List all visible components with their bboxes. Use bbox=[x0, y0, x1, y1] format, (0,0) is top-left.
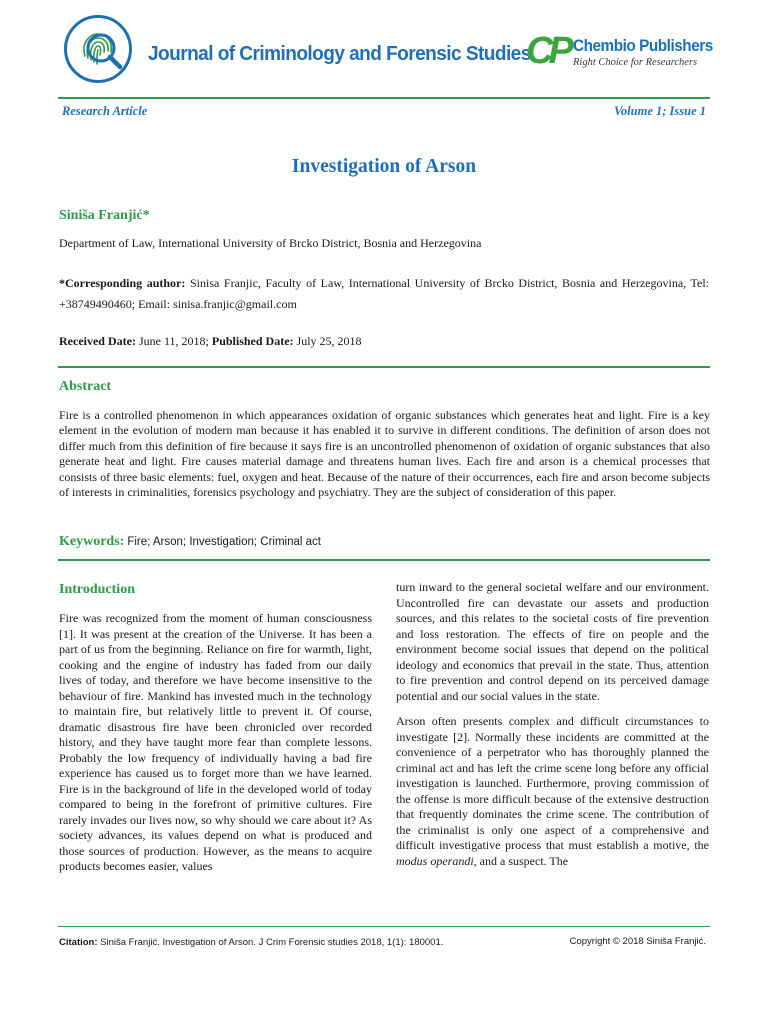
header-divider bbox=[58, 97, 710, 99]
copyright: Copyright © 2018 Siniša Franjić. bbox=[569, 936, 706, 947]
journal-title: Journal of Criminology and Forensic Studies bbox=[148, 42, 531, 65]
corresponding-label: *Corresponding author: bbox=[59, 276, 186, 290]
page-header bbox=[0, 0, 768, 98]
received-date: June 11, 2018; bbox=[138, 334, 209, 348]
abstract-heading: Abstract bbox=[59, 379, 112, 394]
citation bbox=[59, 936, 449, 949]
publisher-mark: CP bbox=[526, 30, 569, 72]
intro-paragraph-3-italic: modus operandi, bbox=[396, 853, 477, 868]
footer-divider bbox=[58, 926, 710, 927]
intro-paragraph-2: turn inward to the general societal welfare and our environment. Uncontrolled fire can devastate our assets and production sources, and this relates to the societal costs of fire prevention and loss restoration. The effects of fire on people and the environment become social issues that depend on the political ideology and economics that prevail in the state. Thus, attention to fire prevention and control depend on its perceived damage potential and our social values in the state. bbox=[396, 580, 709, 703]
published-date: July 25, 2018 bbox=[296, 334, 362, 348]
left-column bbox=[59, 611, 372, 885]
keywords-text: Fire; Arson; Investigation; Criminal act bbox=[127, 536, 321, 548]
fingerprint-magnifier-icon bbox=[64, 15, 132, 83]
right-column bbox=[396, 580, 709, 879]
introduction-heading: Introduction bbox=[59, 582, 135, 597]
intro-paragraph-3-text: Arson often presents complex and difficult circumstances to investigate [2]. Normally these incidents are committed at the convenience of a perpetrator who has thoroughly planned the criminal act and has left the crime scene long before any official investigation is launched. Furthermore, proving commission of the offense is more difficult because of the extensive destruction that frequently dominates the crime scene. The contribution of the criminalist is only one aspect of a comprehensive and difficult investigative process that must establish a motive, the bbox=[396, 714, 709, 852]
citation-text: Siniša Franjić. Investigation of Arson. J Crim Forensic studies 2018, 1(1): 180001. bbox=[100, 937, 444, 948]
author-affiliation: Department of Law, International University of Brcko District, Bosnia and Herzegovina bbox=[59, 236, 482, 250]
volume-issue: Volume 1; Issue 1 bbox=[613, 104, 706, 118]
article-title: Investigation of Arson bbox=[291, 156, 477, 177]
corresponding-text: Sinisa Franjic, Faculty of Law, International University of Brcko District, Bosnia and Herzegovina, Tel: +38749490460; Email: sinisa.franjic@gmail.com bbox=[59, 276, 710, 311]
publisher-name: Chembio Publishers bbox=[573, 36, 713, 55]
abstract-body: Fire is a controlled phenomenon in which appearances oxidation of organic substances which generates heat and light. Fire is a key element in the evolution of modern man because it has enabled it to survive in different conditions. The definition of arson does not differ much from this definition of fire because it says fire is an uncontrolled phenomenon of oxidation of organic substances that also generate heat and light. Fire causes material damage and threatens human lives. Each fire and arson is a chemical processes that consists of three basic elements: fuel, oxygen and heat. Because of the nature of their occurrences, each fire and arson become subjects of interests in criminalities, forensics psychology and psychiatry. They are the subject of consideration of this paper. bbox=[59, 408, 710, 500]
corresponding-author bbox=[59, 273, 709, 315]
intro-paragraph-3-tail: and a suspect. The bbox=[479, 853, 569, 868]
intro-paragraph-1: Fire was recognized from the moment of human consciousness [1]. It was present at the creation of the Universe. It has been a part of us from the beginning. Reliance on fire for warmth, light, cooking and the engine of industry has faded from our daily lives of today, and therefore we have become insensitive to the behaviour of fire. Mankind has invested much in the technology to maintain fire, but relatively little to prevent it. Of course, dramatic disastrous fire have been chronicled over recorded history, and they have taught more fear than complete lessons. Probably the low frequency of individually having a bad fire experience has caused us to forget more than we have learned. Fire is in the background of life in the developed world of today compared to being in the forefront of primitive cultures. Fire rarely invades our lives now, so why should we care about it? As society advances, its values depend on what is produced and those sources of production. However, as the means to acquire products becomes easier, values bbox=[59, 611, 372, 873]
keywords bbox=[59, 534, 321, 550]
article-type: Research Article bbox=[62, 104, 148, 118]
intro-paragraph-3 bbox=[396, 714, 709, 869]
received-label: Received Date: bbox=[59, 334, 136, 348]
citation-label: Citation: bbox=[59, 937, 98, 948]
abstract-divider bbox=[58, 366, 710, 368]
keywords-label: Keywords: bbox=[59, 534, 125, 549]
author-name: Siniša Franjić* bbox=[59, 208, 150, 223]
published-label: Published Date: bbox=[211, 334, 294, 348]
publisher-tagline: Right Choice for Researchers bbox=[573, 57, 698, 68]
publisher-logo bbox=[526, 30, 716, 77]
article-dates bbox=[59, 334, 362, 349]
keywords-divider bbox=[58, 559, 710, 561]
